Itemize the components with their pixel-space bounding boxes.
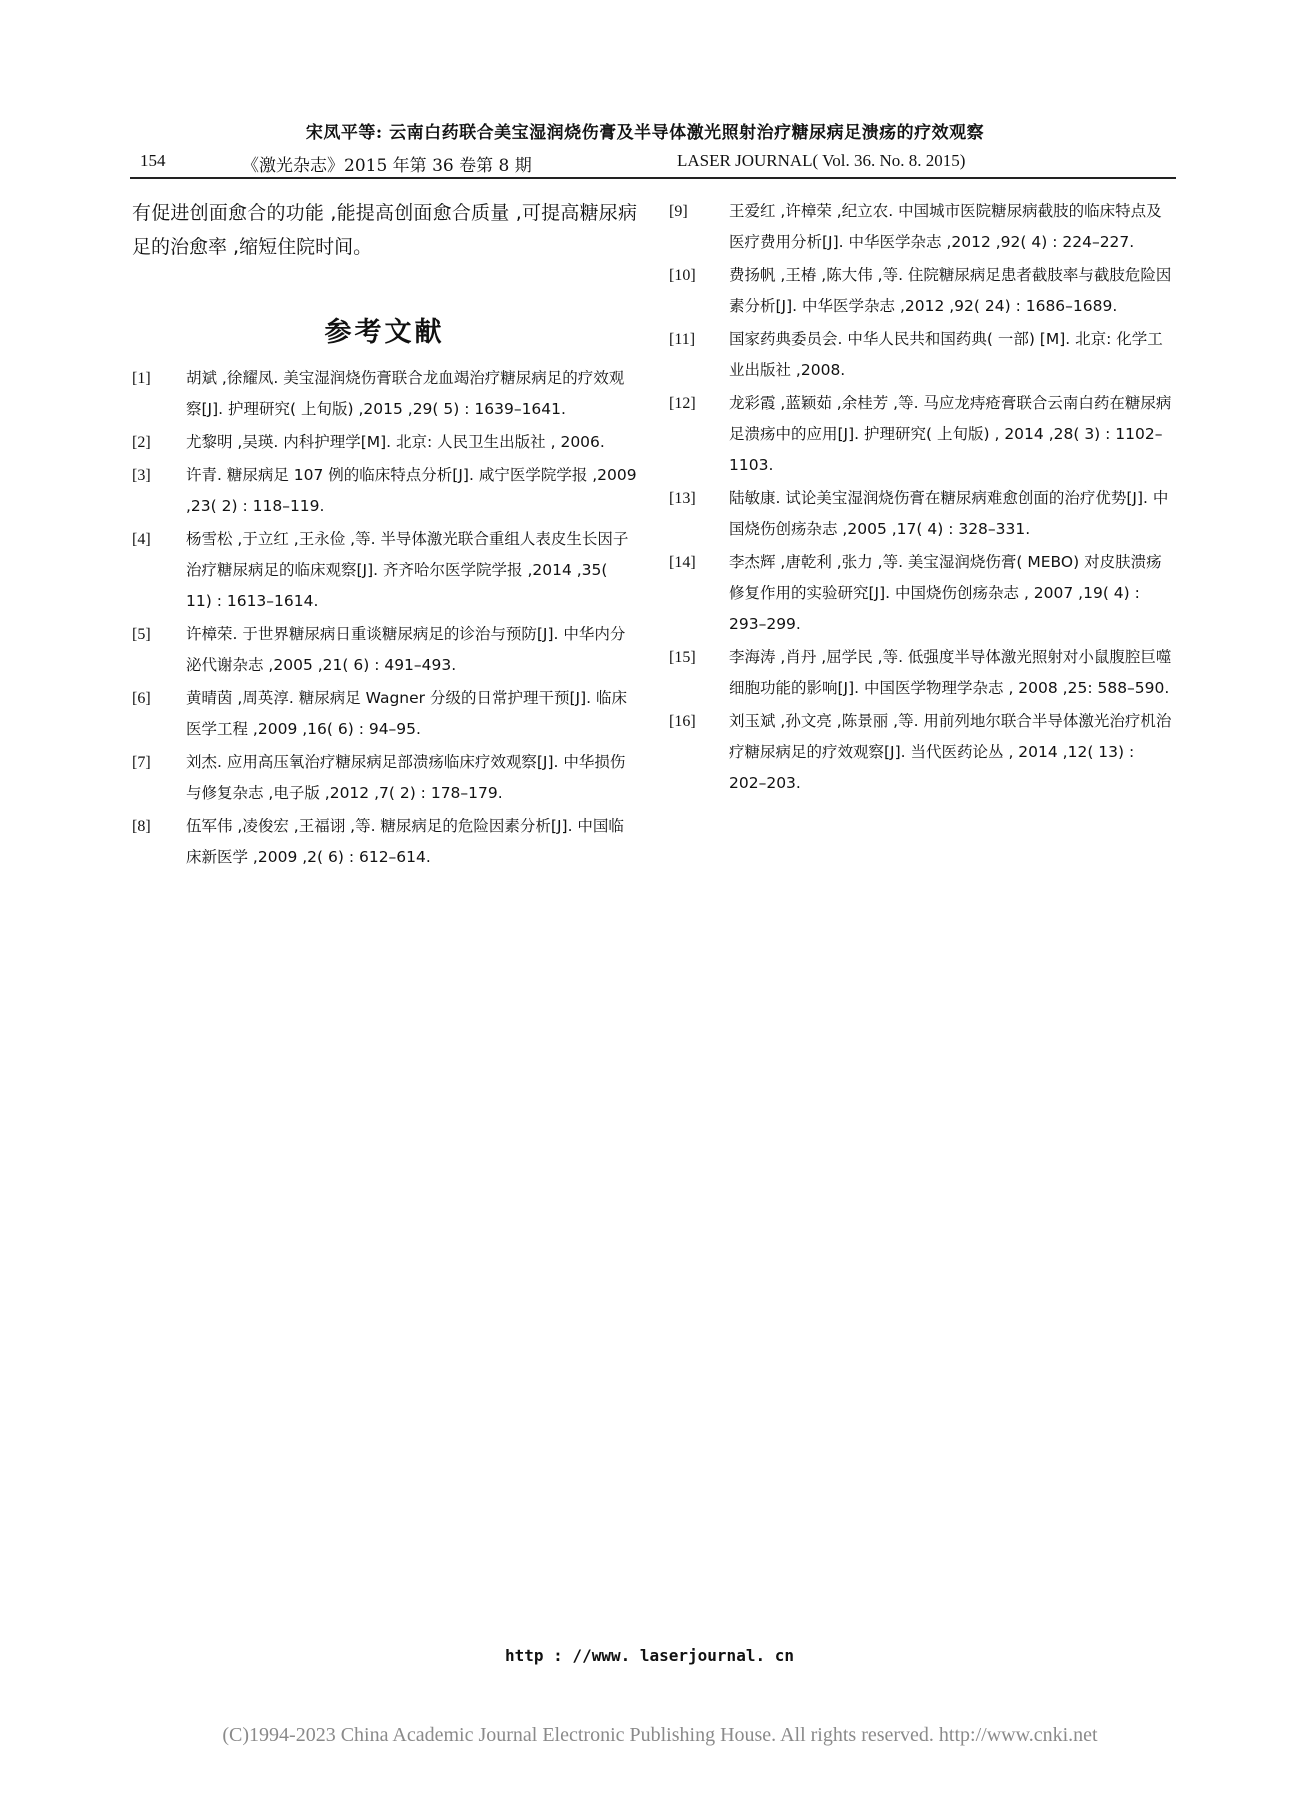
reference-text: 费扬帆 ,王椿 ,陈大伟 ,等. 住院糖尿病足患者截肢率与截肢危险因素分析[J]. 中华医学杂志 ,2012 ,92( 24) : 1686–1689. xyxy=(729,266,1172,315)
reference-item xyxy=(669,706,1174,799)
reference-text: 国家药典委员会. 中华人民共和国药典( 一部) [M]. 北京: 化学工业出版社 ,2008. xyxy=(729,330,1163,379)
reference-item xyxy=(132,811,637,873)
reference-number: [15] xyxy=(669,649,696,666)
reference-item xyxy=(669,324,1174,386)
reference-number: [5] xyxy=(132,626,151,643)
reference-list-right xyxy=(669,196,1174,799)
copyright-notice: (C)1994-2023 China Academic Journal Electronic Publishing House. All rights reserved. http://www.cnki.net xyxy=(222,1724,1098,1746)
reference-number: [13] xyxy=(669,490,696,507)
reference-text: 刘杰. 应用高压氧治疗糖尿病足部溃疡临床疗效观察[J]. 中华损伤与修复杂志 ,电子版 ,2012 ,7( 2) : 178–179. xyxy=(186,753,626,802)
reference-number: [7] xyxy=(132,754,151,771)
page-number: 154 xyxy=(140,151,166,170)
reference-item xyxy=(132,747,637,809)
reference-text: 尤黎明 ,吴瑛. 内科护理学[M]. 北京: 人民卫生出版社 , 2006. xyxy=(186,433,605,451)
journal-name-en: LASER JOURNAL( Vol. 36. No. 8. 2015) xyxy=(677,151,966,170)
reference-number: [11] xyxy=(669,331,696,348)
reference-number: [10] xyxy=(669,267,696,284)
journal-name-cn: 《激光杂志》2015 年第 36 卷第 8 期 xyxy=(242,156,532,176)
left-column xyxy=(132,196,637,875)
reference-text: 黄晴茵 ,周英淳. 糖尿病足 Wagner 分级的日常护理干预[J]. 临床医学工程 ,2009 ,16( 6) : 94–95. xyxy=(186,689,627,738)
reference-item xyxy=(669,388,1174,481)
references-heading: 参考文献 xyxy=(324,317,445,348)
reference-item xyxy=(132,524,637,617)
reference-text: 李杰辉 ,唐乾利 ,张力 ,等. 美宝湿润烧伤膏( MEBO) 对皮肤溃疡修复作用的实验研究[J]. 中国烧伤创疡杂志 , 2007 ,19( 4) : 293–299. xyxy=(729,553,1162,633)
running-title: 宋凤平等: 云南白药联合美宝湿润烧伤膏及半导体激光照射治疗糖尿病足溃疡的疗效观察 xyxy=(305,123,985,143)
reference-text: 胡斌 ,徐耀凤. 美宝湿润烧伤膏联合龙血竭治疗糖尿病足的疗效观察[J]. 护理研究( 上旬版) ,2015 ,29( 5) : 1639–1641. xyxy=(186,369,625,418)
header-divider xyxy=(130,177,1176,179)
reference-text: 刘玉斌 ,孙文亮 ,陈景丽 ,等. 用前列地尔联合半导体激光治疗机治疗糖尿病足的疗效观察[J]. 当代医药论丛 , 2014 ,12( 13) : 202–203. xyxy=(729,712,1172,792)
right-column xyxy=(669,196,1174,801)
reference-text: 杨雪松 ,于立红 ,王永俭 ,等. 半导体激光联合重组人表皮生长因子治疗糖尿病足的临床观察[J]. 齐齐哈尔医学院学报 ,2014 ,35( 11) : 1613–1614. xyxy=(186,530,629,610)
reference-item xyxy=(669,260,1174,322)
reference-item xyxy=(132,427,637,458)
reference-number: [6] xyxy=(132,690,151,707)
reference-number: [2] xyxy=(132,434,151,451)
reference-text: 李海涛 ,肖丹 ,屈学民 ,等. 低强度半导体激光照射对小鼠腹腔巨噬细胞功能的影响[J]. 中国医学物理学杂志 , 2008 ,25: 588–590. xyxy=(729,648,1172,697)
reference-item xyxy=(669,547,1174,640)
reference-item xyxy=(132,363,637,425)
reference-number: [14] xyxy=(669,554,696,571)
conclusion-paragraph: 有促进创面愈合的功能 ,能提高创面愈合质量 ,可提高糖尿病足的治愈率 ,缩短住院时间。 xyxy=(132,202,637,258)
reference-number: [12] xyxy=(669,395,696,412)
reference-text: 许樟荣. 于世界糖尿病日重谈糖尿病足的诊治与预防[J]. 中华内分泌代谢杂志 ,2005 ,21( 6) : 491–493. xyxy=(186,625,626,674)
reference-text: 龙彩霞 ,蓝颖茹 ,余桂芳 ,等. 马应龙痔疮膏联合云南白药在糖尿病足溃疡中的应用[J]. 护理研究( 上旬版) , 2014 ,28( 3) : 1102–1103. xyxy=(729,394,1172,474)
reference-text: 王爱红 ,许樟荣 ,纪立农. 中国城市医院糖尿病截肢的临床特点及医疗费用分析[J]. 中华医学杂志 ,2012 ,92( 4) : 224–227. xyxy=(729,202,1162,251)
reference-item xyxy=(132,619,637,681)
reference-item xyxy=(669,642,1174,704)
journal-website: http : //www. laserjournal. cn xyxy=(505,1646,794,1665)
reference-text: 许青. 糖尿病足 107 例的临床特点分析[J]. 咸宁医学院学报 ,2009 ,23( 2) : 118–119. xyxy=(186,466,637,515)
reference-number: [9] xyxy=(669,203,688,220)
reference-item xyxy=(132,460,637,522)
reference-text: 伍军伟 ,凌俊宏 ,王福诩 ,等. 糖尿病足的危险因素分析[J]. 中国临床新医学 ,2009 ,2( 6) : 612–614. xyxy=(186,817,624,866)
reference-text: 陆敏康. 试论美宝湿润烧伤膏在糖尿病难愈创面的治疗优势[J]. 中国烧伤创疡杂志 ,2005 ,17( 4) : 328–331. xyxy=(729,489,1169,538)
reference-number: [8] xyxy=(132,818,151,835)
reference-number: [4] xyxy=(132,531,151,548)
reference-item xyxy=(669,483,1174,545)
reference-number: [3] xyxy=(132,467,151,484)
reference-item xyxy=(132,683,637,745)
reference-list-left xyxy=(132,363,637,873)
reference-number: [16] xyxy=(669,713,696,730)
reference-item xyxy=(669,196,1174,258)
reference-number: [1] xyxy=(132,370,151,387)
